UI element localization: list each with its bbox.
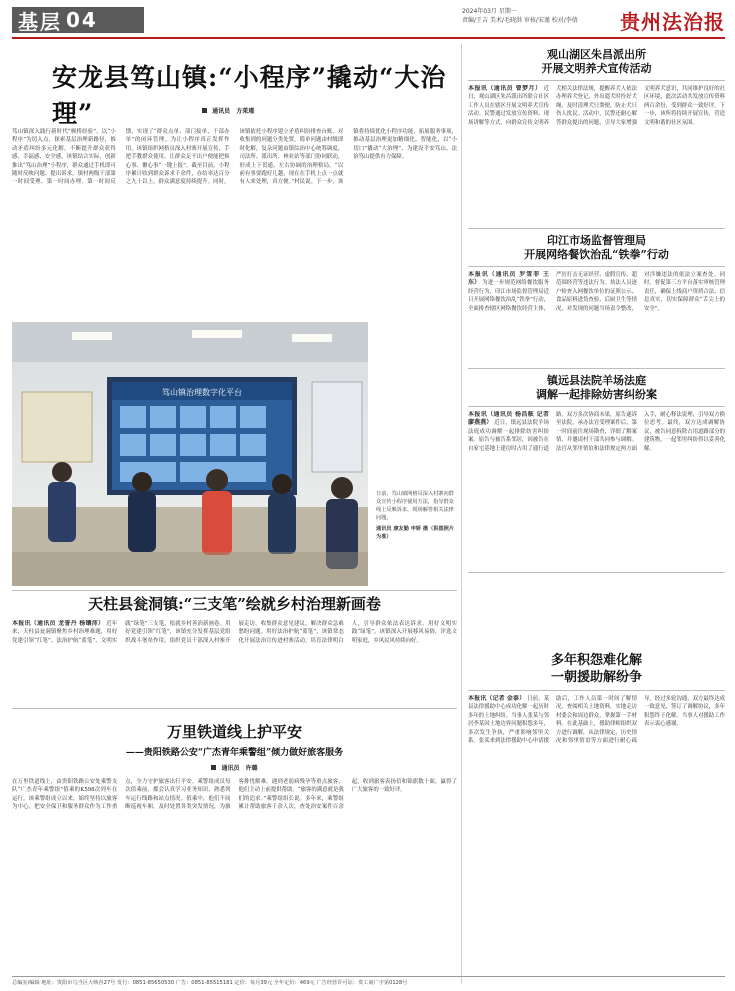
byline-label: 通讯员 xyxy=(221,765,240,772)
title-rule xyxy=(468,80,725,81)
section-rule xyxy=(12,590,457,591)
newspaper-logo: 贵州法治报 xyxy=(620,10,725,34)
main-article-body: 笃山镇深入践行新时代“枫桥经验”，以“小程序”为切入点，探索基层治理新路径，推动矛盾纠纷多元化解，不断提升群众获得感、幸福感、安全感。该镇结合实际，创新推出“笃山治理”小程序，群众通过手机即可随时反映问题、提出诉求，镇村两级干部第一时间受理、第一时间办理、第一时间反馈，实现了“群众点单、部门接单、干部办单”的闭环管理。为让小程序真正发挥作用，该镇组织网格员深入村寨开展宣传，手把手教群众使用，让群众足不出户便能把烦心事、揪心事“一键上报”。截至目前，小程序累计收到群众诉求千余件，办结率达百分之九十以上，群众满意度持续提升。同时，该镇依托小程序建立矛盾纠纷排查台账，对收集到的问题分类处置，简单问题由村级即时化解，复杂问题由镇综治中心统筹调度，司法所、派出所、林业站等部门协同联动，形成上下贯通、左右协调的治理格局。“以前有事要跑好几趟，现在在手机上点一点就有人来处理，真方便。”村民说。下一步，该镇将持续优化小程序功能，拓展服务事项，推动基层治理更加精细化、智能化，以“小切口”撬动“大治理”，为建设平安笃山、法治笃山提供有力保障。 xyxy=(12,129,457,186)
article-subtitle: ——贵阳铁路公安“广杰青年乘警组”倾力做好旅客服务 xyxy=(125,748,344,758)
article-body xyxy=(12,620,457,700)
title-rule xyxy=(468,690,725,691)
screen-banner: 笃山镇治理数字化平台 xyxy=(162,388,242,397)
article-guanshanhu xyxy=(468,48,725,228)
article-byline: 本报讯（通讯员 罗雪菲 王东） xyxy=(468,271,549,287)
byline-label: 通讯员 xyxy=(212,108,231,115)
article-railway xyxy=(12,714,457,984)
article-byline: 本报讯（通讯员 龙誉丹 杨镶沛） xyxy=(12,620,105,627)
masthead-date: 2024年03月 星期一 xyxy=(462,8,517,15)
square-bullet-icon xyxy=(202,108,207,113)
article-title-line2: 一朝援助解纷争 xyxy=(550,670,642,685)
article-title-line1: 印江市场监督管理局 xyxy=(547,234,646,247)
column-divider xyxy=(461,44,462,984)
article-title-line1: 镇远县法院羊场法庭 xyxy=(547,374,646,387)
article-title-line1: 观山湖区朱昌派出所 xyxy=(547,48,646,61)
square-bullet-icon xyxy=(211,765,216,770)
masthead-info xyxy=(462,7,632,25)
article-title-line2: 开展网络餐饮治乱“铁拳”行动 xyxy=(524,248,669,261)
main-article xyxy=(12,44,457,589)
byline-name: 方茱瑾 xyxy=(236,108,255,115)
article-body xyxy=(468,85,725,213)
article-text: 为进一步规范网络餐饮服务经营行为，印江市场监督管理局近日开展网络餐饮治乱“铁拳”行动，全面排查辖区网络餐饮经营主体，严厉打击无证经营、虚假宣传、超范围经营等违法行为。执法人员逐户检查入网餐饮单位的证照公示、食品原料进货查验、后厨卫生等情况，对发现的问题当场责令整改，对涉嫌违法的依法立案查处。同时，督促第三方平台落实审核管理责任，确保上线商户资质合法、信息真实，切实保障群众“舌尖上的安全”。 xyxy=(468,272,725,312)
article-body xyxy=(468,695,725,950)
article-byline xyxy=(12,763,457,772)
article-body: 在万里铁道线上，由贵阳铁路公安处乘警支队“广杰青年乘警组”值乘的K598次列车在运行。该乘警组成立以来，始终坚持以旅客为中心，把安全保卫和服务群众作为工作重点，全力守护旅客出行平安。乘警组成员每次值乘前，都会认真学习业务知识，熟悉列车运行线路和站点情况。值乘中，他们不间断巡视车厢，及时处置各类突发情况，为旅客排忧解难。遇到老弱病残孕等重点旅客，他们主动上前提供帮助。“旅客的满意就是我们的追求。”乘警组组长说。多年来，乘警组累计帮助旅客千余人次，查处治安案件百余起，收到旅客表扬信和锦旗数十面，赢得了广大旅客的一致好评。 xyxy=(12,779,457,811)
photo-caption-text: 日前，笃山镇网格员深入村寨向群众宣传小程序使用方法，指导群众线上反映诉求，现场解答相关法律问题。 xyxy=(376,491,454,521)
article-body xyxy=(468,271,725,363)
title-rule xyxy=(468,266,725,267)
article-title-line1: 多年积怨难化解 xyxy=(550,653,642,668)
main-article-byline xyxy=(202,106,254,115)
article-yinjiang xyxy=(468,228,725,368)
article-byline: 本报讯（通讯员 杨昌舷 记者 廖燕燕） xyxy=(468,411,549,427)
section-rule xyxy=(12,708,457,709)
article-text: 日前，某县法律援助中心成功化解一起历时多年的土地纠纷。当事人张某与邻居李某因土地边界问题积怨多年，多次发生争执，严重影响邻里关系。张某来到法律援助中心申请援助后，工作人员第一时间了解情况，查阅相关土地资料，实地走访村委会和周边群众，掌握第一手材料。在此基础上，援助律师组织双方进行调解，从法律规定、历史情况和邻里情谊等方面进行耐心疏导。经过多轮沟通，双方最终达成一致意见，签订了调解协议，多年积怨终于化解。当事人对援助工作表示衷心感谢。 xyxy=(468,696,725,745)
article-zhenyuan xyxy=(468,368,725,573)
article-title: 万里铁道线上护平安 xyxy=(166,723,302,741)
article-tianzhu xyxy=(12,594,457,704)
article-text: 近日，观山湖区朱昌派出所联合社区工作人员在辖区开展文明养犬宣传活动。民警通过发放宣传资料、现场讲解等方式，向群众宣传文明养犬相关法律法规，提醒养犬人依法办理养犬登记，外出遛犬时拴好犬绳、及时清理犬只粪便，防止犬只伤人扰民。活动中，民警还耐心解答群众提出的问题，引导大家增强文明养犬意识，共同维护良好的社区环境。此次活动共发放宣传资料两百余份，受到群众一致好评。下一步，该所将持续开展宣传，营造文明和谐的社区氛围。 xyxy=(468,86,725,126)
article-legal-aid xyxy=(468,572,725,972)
article-text: 近年来，天柱县瓮洞镇聚焦乡村治理难题，用好党建引领“红笔”、法治护航“蓝笔”、文明实践“绿笔”三支笔，绘就乡村善治新画卷。用好党建引领“红笔”，该镇充分发挥基层党组织战斗堡垒作用，组织党员干部深入村寨开展走访，收集群众意见建议，解决群众急难愁盼问题。用好法治护航“蓝笔”，该镇常态化开展法治宣传进村寨活动，培育法律明白人，引导群众依法表达诉求。用好文明实践“绿笔”，该镇深入开展移风易俗，评选文明家庭，乡风民风持续向好。 xyxy=(12,621,457,644)
title-rule xyxy=(468,406,725,407)
article-title xyxy=(468,48,725,76)
masthead xyxy=(0,0,735,40)
main-article-photo xyxy=(12,322,368,586)
article-title: 天柱县瓮洞镇:“三支笔”绘就乡村治理新画卷 xyxy=(88,595,381,613)
article-title-line2: 开展文明养犬宣传活动 xyxy=(541,62,652,75)
masthead-editors: 责编/王吉 美术/毛晓洪 审核/宋谨 校对/李倩 xyxy=(462,17,578,24)
article-body xyxy=(468,411,725,561)
article-text: 近日，镇远县法院羊场法庭成功调解一起排除妨害纠纷案。原告与被告系邻居，因被告在自家宅基地上建房时占用了通行道路，双方多次协商未果，原告遂诉至法院。承办法官受理案件后，第一时间前往现场勘查，详细了解案情，并邀请村干部共同参与调解。法官从邻里情谊和法律规定两方面入手，耐心释法说理，引导双方换位思考。最终，双方达成调解协议，被告同意拆除占用道路部分的建筑物，一起邻里纠纷得以妥善化解。 xyxy=(468,412,725,452)
article-byline: 本报讯（记者 金泰） xyxy=(468,695,526,702)
article-title xyxy=(468,374,725,402)
photo-illustration xyxy=(12,322,368,586)
section-name: 基层 xyxy=(18,9,62,34)
section-badge xyxy=(12,7,144,33)
page-footer: 总编室/编辑 地址：贵阳市乌当区大峡谷27号 发行：0851-85650530 广告：0851-85515181 定价：每月39元 全年定价：469元 广告经营许可证：贵工商广字第0128号 xyxy=(12,976,725,991)
page-number: 04 xyxy=(66,8,98,32)
article-title xyxy=(468,652,725,686)
byline-name: 许璐 xyxy=(245,765,258,772)
photo-caption xyxy=(376,490,458,541)
masthead-rule xyxy=(12,37,725,39)
photo-byline: 通讯员 康友勤 申娇 摄（供图照片为准） xyxy=(376,526,455,540)
main-article-title: 安龙县笃山镇:“小程序”撬动“大治理” xyxy=(52,63,447,128)
article-byline: 本报讯（通讯员 曾梦月） xyxy=(468,85,542,92)
article-title xyxy=(468,234,725,262)
article-title-line2: 调解一起排除妨害纠纷案 xyxy=(536,388,657,401)
